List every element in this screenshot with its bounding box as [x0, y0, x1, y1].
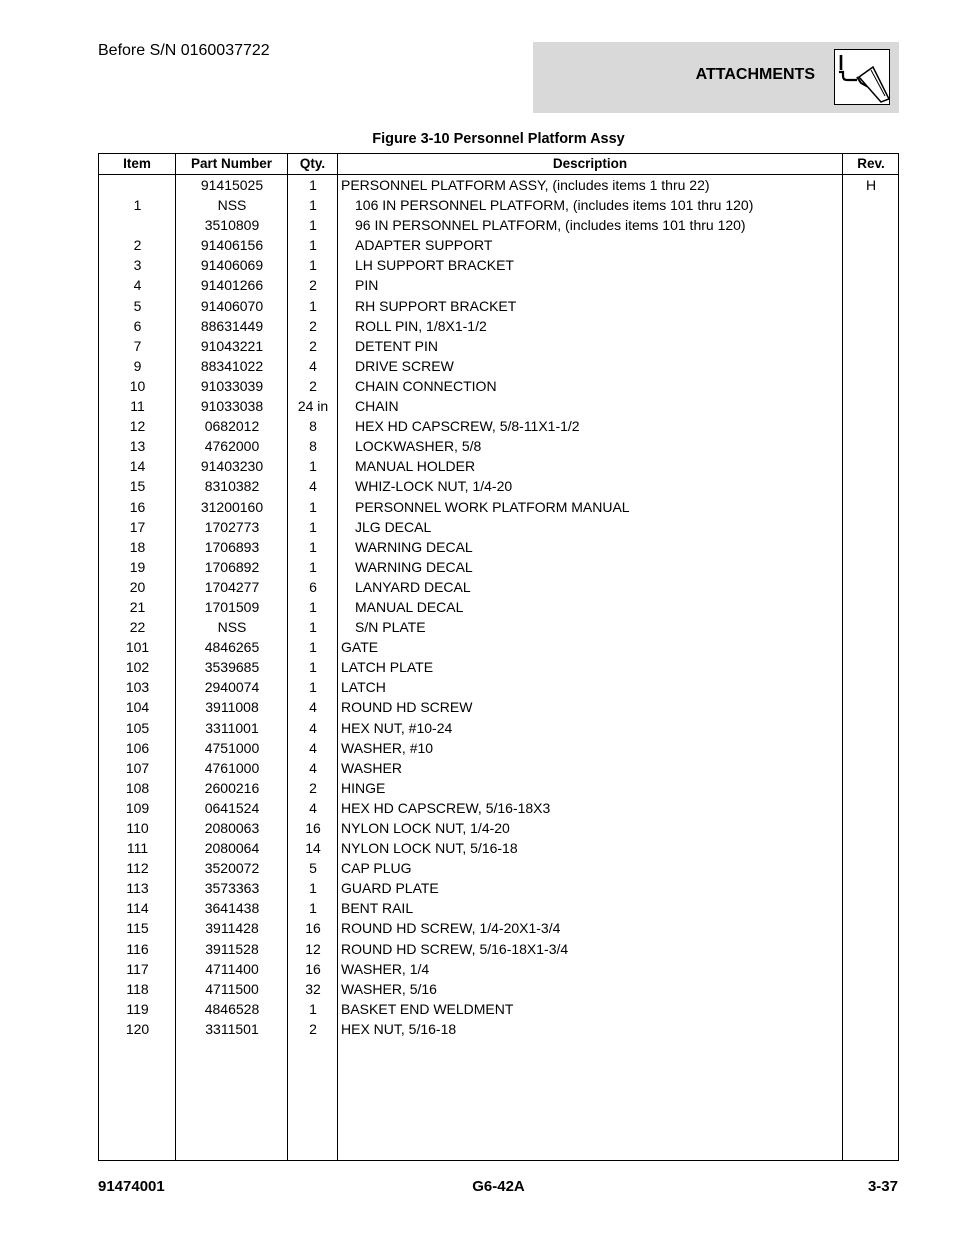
quantity: 1: [309, 257, 317, 274]
table-row: [99, 677, 898, 697]
part-number: 4751000: [204, 739, 260, 756]
part-number: 3911528: [205, 940, 259, 957]
quantity: 1: [309, 518, 317, 535]
description: ROLL PIN, 1/8X1-1/2: [355, 317, 487, 334]
table-row: [99, 517, 898, 537]
item-number: 103: [125, 679, 150, 696]
parts-table: [98, 153, 899, 1161]
item-number: 13: [129, 438, 146, 455]
part-number: 3311501: [205, 1020, 259, 1037]
part-number: 2600216: [204, 779, 260, 796]
part-number: 8310382: [204, 478, 260, 495]
quantity: 2: [309, 1020, 317, 1037]
item-number: 16: [129, 498, 146, 515]
item-number: 22: [129, 619, 146, 636]
quantity: 1: [309, 237, 317, 254]
table-row: [99, 617, 898, 637]
table-row: [99, 336, 898, 356]
part-number: 2080064: [204, 840, 260, 857]
item-number: 108: [125, 779, 150, 796]
description: WARNING DECAL: [355, 558, 473, 575]
description: PERSONNEL PLATFORM ASSY, (includes items 1 thru 22): [341, 177, 710, 193]
description: MANUAL HOLDER: [355, 458, 476, 475]
item-number: 14: [129, 458, 146, 475]
part-number: 4762000: [204, 438, 260, 455]
column-header-item: Item: [123, 156, 151, 171]
item-number: 111: [126, 840, 149, 857]
part-number: 4711500: [205, 980, 259, 997]
quantity: 1: [309, 177, 317, 193]
item-number: 113: [126, 880, 149, 897]
quantity: 1: [309, 498, 317, 515]
description: HEX NUT, #10-24: [341, 719, 453, 736]
table-row: [99, 597, 898, 617]
part-number: 1704277: [204, 578, 260, 595]
quantity: 1: [309, 1000, 317, 1017]
description: WARNING DECAL: [355, 538, 473, 555]
table-row: [99, 738, 898, 758]
item-number: 101: [125, 639, 150, 656]
quantity: 4: [309, 719, 317, 736]
table-row: [99, 476, 898, 496]
table-row: [99, 798, 898, 818]
quantity: 1: [309, 197, 317, 214]
part-number: 91401266: [200, 277, 264, 294]
table-row: [99, 557, 898, 577]
column-header-part-number: Part Number: [190, 156, 273, 171]
quantity: 4: [309, 478, 317, 495]
item-number: 4: [133, 277, 142, 294]
footer-document-number: 91474001: [98, 1178, 165, 1195]
part-number: 91406070: [200, 297, 264, 314]
description: MANUAL DECAL: [355, 598, 464, 615]
part-number: NSS: [217, 619, 247, 636]
description: WASHER: [341, 759, 402, 776]
part-number: 4846528: [204, 1000, 260, 1017]
table-row: [99, 657, 898, 677]
table-body: [99, 175, 898, 1039]
description: HEX HD CAPSCREW, 5/8-11X1-1/2: [355, 418, 580, 435]
quantity: 2: [309, 779, 317, 796]
quantity: 2: [309, 337, 317, 354]
quantity: 16: [305, 960, 321, 977]
table-row: [99, 979, 898, 999]
table-row: [99, 939, 898, 959]
part-number: 1702773: [204, 518, 260, 535]
table-row: [99, 858, 898, 878]
quantity: 4: [309, 699, 317, 716]
description: DRIVE SCREW: [355, 357, 454, 374]
column-header-rev: Rev.: [857, 156, 885, 171]
item-number: 7: [133, 337, 142, 354]
revision: H: [865, 177, 877, 193]
description: CHAIN: [355, 398, 399, 415]
item-number: 116: [126, 940, 149, 957]
item-number: 104: [125, 699, 150, 716]
description: HINGE: [341, 779, 386, 796]
quantity: 2: [309, 277, 317, 294]
description: ROUND HD SCREW: [341, 699, 473, 716]
item-number: 6: [133, 317, 142, 334]
item-number: 105: [125, 719, 150, 736]
part-number: 88341022: [200, 357, 264, 374]
part-number: 1706893: [204, 538, 260, 555]
table-row: [99, 778, 898, 798]
description: BASKET END WELDMENT: [341, 1000, 514, 1017]
quantity: 1: [309, 619, 317, 636]
part-number: 91406156: [200, 237, 264, 254]
description: LATCH PLATE: [341, 659, 434, 676]
item-number: 18: [129, 538, 146, 555]
description: LANYARD DECAL: [355, 578, 471, 595]
quantity: 24 in: [297, 398, 329, 415]
item-number: 120: [125, 1020, 150, 1037]
quantity: 12: [305, 940, 321, 957]
description: PIN: [355, 277, 379, 294]
quantity: 16: [305, 920, 321, 937]
quantity: 8: [309, 418, 317, 435]
table-row: [99, 758, 898, 778]
description: WASHER, 5/16: [341, 980, 437, 997]
attachment-hook-icon: [834, 49, 890, 105]
description: 96 IN PERSONNEL PLATFORM, (includes items 101 thru 120): [355, 217, 746, 234]
description: RH SUPPORT BRACKET: [355, 297, 517, 314]
part-number: 4846265: [204, 639, 260, 656]
item-number: 102: [125, 659, 150, 676]
part-number: 1701509: [204, 598, 260, 615]
description: HEX NUT, 5/16-18: [341, 1020, 457, 1037]
table-row: [99, 296, 898, 316]
quantity: 4: [309, 759, 317, 776]
item-number: 109: [125, 799, 150, 816]
table-row: [99, 396, 898, 416]
footer-page-number: 3-37: [867, 1178, 898, 1195]
part-number: 3911428: [205, 920, 259, 937]
table-row: [99, 497, 898, 517]
description: BENT RAIL: [341, 900, 414, 917]
part-number: 3573363: [204, 880, 260, 897]
quantity: 1: [309, 679, 317, 696]
figure-title: Figure 3-10 Personnel Platform Assy: [372, 131, 625, 147]
item-number: 11: [130, 398, 145, 415]
table-row: [99, 637, 898, 657]
description: ROUND HD SCREW, 1/4-20X1-3/4: [341, 920, 561, 937]
item-number: 119: [126, 1000, 149, 1017]
table-row: [99, 697, 898, 717]
description: NYLON LOCK NUT, 1/4-20: [341, 820, 510, 836]
item-number: 5: [133, 297, 142, 314]
section-banner: [533, 42, 899, 113]
part-number: 2940074: [204, 679, 260, 696]
table-row: [99, 215, 898, 235]
description: CHAIN CONNECTION: [355, 377, 497, 394]
quantity: 6: [309, 578, 317, 595]
table-row: [99, 235, 898, 255]
table-row: [99, 316, 898, 336]
description: NYLON LOCK NUT, 5/16-18: [341, 840, 518, 857]
description: LH SUPPORT BRACKET: [355, 257, 514, 274]
item-number: 10: [129, 377, 146, 394]
part-number: 3520072: [204, 860, 260, 877]
item-number: 118: [126, 980, 149, 997]
section-title: ATTACHMENTS: [695, 66, 815, 83]
part-number: 91415025: [200, 177, 264, 193]
quantity: 14: [305, 840, 321, 857]
item-number: 1: [133, 197, 142, 214]
quantity: 4: [309, 357, 317, 374]
item-number: 3: [133, 257, 142, 274]
description: ADAPTER SUPPORT: [355, 237, 493, 254]
column-header-description: Description: [552, 156, 628, 171]
part-number: 1706892: [204, 558, 260, 575]
part-number: 3311001: [205, 719, 259, 736]
part-number: 91033038: [200, 398, 264, 415]
quantity: 4: [309, 799, 317, 816]
item-number: 2: [133, 237, 142, 254]
table-row: [99, 255, 898, 275]
quantity: 1: [309, 659, 317, 676]
serial-range: Before S/N 0160037722: [98, 42, 270, 59]
table-row: [99, 918, 898, 938]
column-header-qty: Qty.: [299, 156, 326, 171]
description: GATE: [341, 639, 379, 656]
description: GUARD PLATE: [341, 880, 439, 897]
part-number: 3510809: [204, 217, 260, 234]
item-number: 112: [126, 860, 149, 877]
description: LOCKWASHER, 5/8: [355, 438, 482, 455]
quantity: 1: [309, 900, 317, 917]
description: CAP PLUG: [341, 860, 412, 877]
table-row: [99, 195, 898, 215]
part-number: 91406069: [200, 257, 264, 274]
description: S/N PLATE: [355, 619, 426, 636]
item-number: 12: [129, 418, 146, 435]
table-row: [99, 275, 898, 295]
part-number: NSS: [217, 197, 247, 214]
table-row: [99, 376, 898, 396]
table-row: [99, 718, 898, 738]
item-number: 20: [129, 578, 146, 595]
table-row: [99, 898, 898, 918]
item-number: 106: [125, 739, 150, 756]
part-number: 31200160: [200, 498, 264, 515]
quantity: 16: [305, 820, 321, 836]
description: HEX HD CAPSCREW, 5/16-18X3: [341, 799, 551, 816]
quantity: 1: [309, 558, 317, 575]
description: WASHER, #10: [341, 739, 434, 756]
item-number: 19: [129, 558, 146, 575]
quantity: 2: [309, 377, 317, 394]
quantity: 2: [309, 317, 317, 334]
table-row: [99, 577, 898, 597]
description: WASHER, 1/4: [341, 960, 430, 977]
part-number: 3539685: [204, 659, 260, 676]
part-number: 88631449: [200, 317, 264, 334]
table-row: [99, 456, 898, 476]
part-number: 91033039: [200, 377, 264, 394]
quantity: 1: [309, 217, 317, 234]
table-row: [99, 999, 898, 1019]
part-number: 2080063: [204, 820, 260, 836]
quantity: 1: [309, 598, 317, 615]
description: JLG DECAL: [355, 518, 432, 535]
part-number: 91043221: [200, 337, 264, 354]
quantity: 32: [305, 980, 321, 997]
item-number: 110: [126, 820, 149, 836]
part-number: 4761000: [204, 759, 260, 776]
description: LATCH: [341, 679, 386, 696]
item-number: 117: [126, 960, 149, 977]
description: WHIZ-LOCK NUT, 1/4-20: [355, 478, 513, 495]
description: 106 IN PERSONNEL PLATFORM, (includes items 101 thru 120): [355, 197, 754, 214]
table-row: [99, 838, 898, 858]
description: DETENT PIN: [355, 337, 438, 354]
description: PERSONNEL WORK PLATFORM MANUAL: [355, 498, 630, 515]
item-number: 107: [125, 759, 150, 776]
table-row: [99, 818, 898, 838]
item-number: 114: [126, 900, 149, 917]
table-row: [99, 1019, 898, 1039]
table-row: [99, 436, 898, 456]
item-number: 17: [129, 518, 146, 535]
description: ROUND HD SCREW, 5/16-18X1-3/4: [341, 940, 569, 957]
quantity: 8: [309, 438, 317, 455]
quantity: 5: [309, 860, 317, 877]
table-row: [99, 959, 898, 979]
item-number: 21: [129, 598, 146, 615]
quantity: 1: [309, 538, 317, 555]
quantity: 1: [309, 297, 317, 314]
table-row: [99, 878, 898, 898]
table-row: [99, 537, 898, 557]
part-number: 3911008: [205, 699, 259, 716]
item-number: 115: [126, 920, 149, 937]
table-row: [99, 356, 898, 376]
part-number: 91403230: [200, 458, 264, 475]
table-row: [99, 175, 898, 195]
table-row: [99, 416, 898, 436]
item-number: 9: [133, 357, 142, 374]
quantity: 1: [309, 639, 317, 656]
part-number: 4711400: [205, 960, 259, 977]
quantity: 4: [309, 739, 317, 756]
part-number: 0641524: [204, 799, 260, 816]
quantity: 1: [309, 458, 317, 475]
quantity: 1: [309, 880, 317, 897]
footer-model: G6-42A: [472, 1178, 525, 1195]
part-number: 3641438: [204, 900, 260, 917]
part-number: 0682012: [204, 418, 260, 435]
item-number: 15: [129, 478, 146, 495]
